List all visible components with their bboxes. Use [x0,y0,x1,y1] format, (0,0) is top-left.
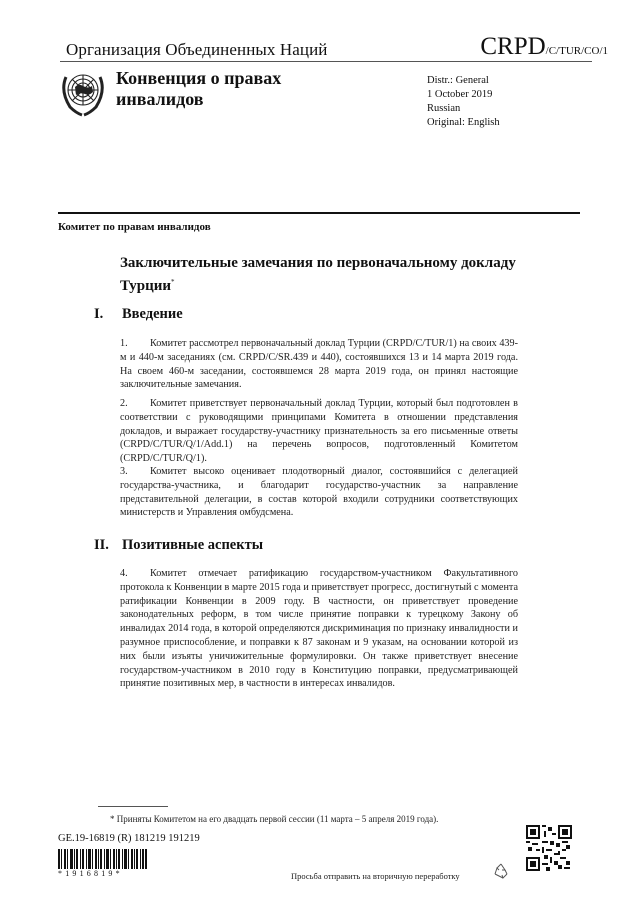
section-title: Введение [122,306,183,322]
paragraph-number: 1. [120,338,128,349]
paragraph-1 [120,337,518,392]
paragraph-number: 2. [120,398,128,409]
distr-type: Distr.: General [427,75,489,86]
section-number: I. [94,306,104,322]
recycle-icon [492,862,510,880]
footnote-rule [98,806,168,807]
barcode-icon [58,849,148,871]
title-rule [58,212,580,214]
paragraph-4 [120,567,518,691]
paragraph-text: Комитет приветствует первоначальный доклад Турции, который был подготовлен в соответствии с руководящими принципами Комитета в отношении представления докладов, и выражает государству-участнику признательность за его письменные ответы (CRPD/C/TUR/Q/1/Add.1) на перечень вопросов, подготовленный Комитетом (CRPD/C/TUR/Q/1). [120,398,518,465]
un-emblem-icon [60,67,106,117]
document-title [120,254,520,296]
qr-code-icon [526,825,572,871]
paragraph-3 [120,465,518,520]
paragraph-text: Комитет отмечает ратификацию государством-участником Факультативного протокола к Конвенции в марте 2015 года и приветствует прогресс, достигнутый с момента ратификации Конвенции в 2009 году. В частности, он приветствует проведение законодательных реформ, в том числе принятие поправки к турецкому Закону об инвалидах 2014 года, в которой определяются дискриминация по признаку инвалидности и разумное приспособление, и поправки к 87 законам и 9 указам, на основании которой из них были изъяты уничижительные формулировки. Он также приветствует внесение государством-участником в 2010 году в Конституцию поправки, предусматривающей принятие позитивных мер, в частности в интересах инвалидов. [120,568,518,690]
job-number: GE.19-16819 (R) 181219 191219 [58,833,200,844]
paragraph-text: Комитет высоко оценивает плодотворный диалог, состоявшийся с делегацией государства-участника, и благодарит государство-участник за направление представительной делегации, в состав которой входили сотрудники соответствующих министерств и Управления омбудсмена. [120,466,518,519]
paragraph-2 [120,397,518,466]
paragraph-text: Комитет рассмотрел первоначальный доклад Турции (CRPD/C/TUR/1) на своих 439-м и 440-м заседаниях (см. CRPD/C/SR.439 и 440), состоявшихся 13 и 14 марта 2019 года. На своем 460-м заседании, состоявшемся 28 марта 2019 года, он принял настоящие заключительные замечания. [120,338,518,391]
symbol-main: CRPD [480,33,546,60]
section-heading-1 [94,306,394,326]
footnote: * Приняты Комитетом на его двадцать первой сессии (11 марта – 5 апреля 2019 года). [110,814,439,824]
footnote-marker: * [171,278,175,286]
distr-original: Original: English [427,117,500,128]
distr-language: Russian [427,103,461,114]
recycle-notice: Просьба отправить на вторичную переработку [291,871,460,881]
section-number: II. [94,537,109,553]
section-heading-2 [94,537,394,557]
header-rule [60,61,592,62]
paragraph-number: 3. [120,466,128,477]
distr-date: 1 October 2019 [427,89,493,100]
document-symbol [480,33,608,61]
document-title-text: Заключительные замечания по первоначальному докладу Турции [120,255,516,294]
organization-name: Организация Объединенных Наций [66,40,328,59]
convention-title: Конвенция о правах инвалидов [116,68,282,109]
section-title: Позитивные аспекты [122,537,264,553]
symbol-suffix: /C/TUR/CO/1 [545,45,608,57]
paragraph-number: 4. [120,568,128,579]
barcode-number: *1916819* [58,869,123,878]
distribution-block [427,74,500,130]
committee-name: Комитет по правам инвалидов [58,221,211,233]
